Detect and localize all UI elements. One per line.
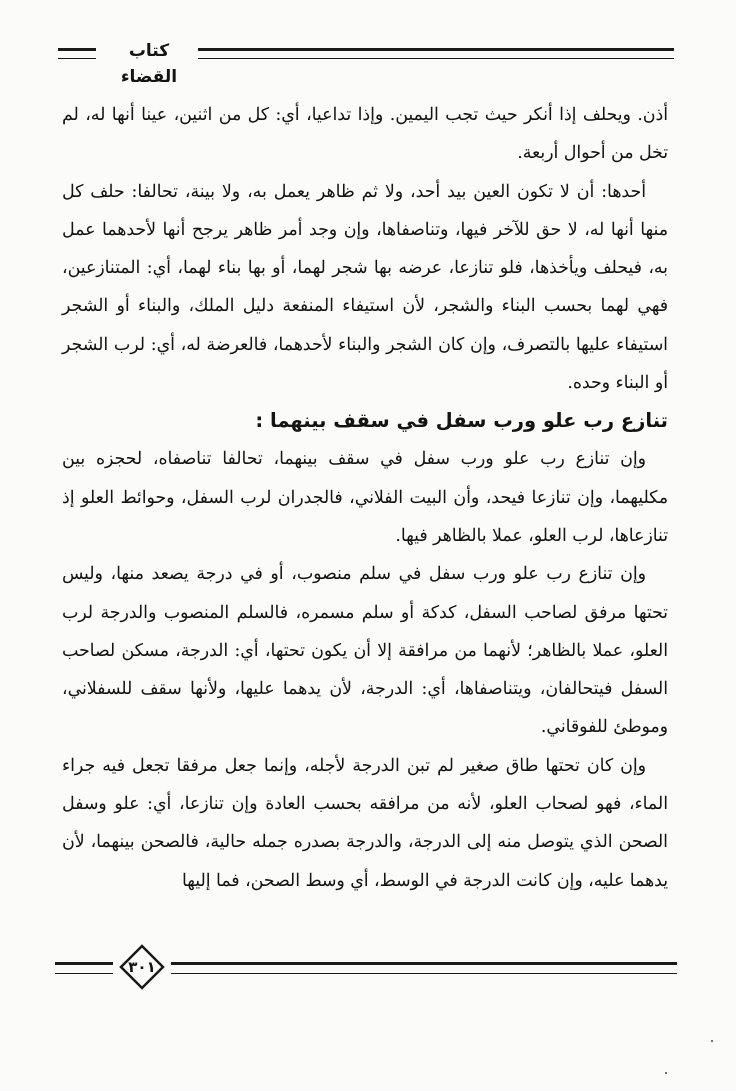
- header-rule-long: [198, 48, 674, 59]
- page-number: ٣٠١: [128, 958, 156, 976]
- running-title: كتاب القضاء: [120, 41, 178, 87]
- section-heading: تنازع رب علو ورب سفل في سقف بينهما :: [255, 409, 668, 433]
- paragraph-5: وإن كان تحتها طاق صغير لم تبن الدرجة لأجله، وإنما جعل مرفقا تجعل فيه جراء الماء، فهو لصحاب العلو، لأنه من مرافقه بحسب العادة وإن تنازعا، أي: علو وسفل الصحن الذي يتوصل منه إلى الدرجة، والدرجة بصدره جمله حالية، فالصحن بينهما، لأن يدهما عليه، وإن كانت الدرجة في الوسط، أي وسط الصحن، فما إليها: [62, 755, 668, 891]
- page-body: [62, 96, 668, 900]
- footer-rule-left: [55, 962, 113, 974]
- footer-rule-right: [171, 962, 677, 974]
- page-footer: [55, 940, 677, 996]
- header-rule-short: [58, 48, 96, 59]
- scan-speck: [665, 1072, 667, 1074]
- paragraph-1: أذن. ويحلف إذا أنكر حيث تجب اليمين. وإذا تداعيا، أي: كل من اثنين، عينا أنها له، لم تخل من أحوال أربعة.: [62, 105, 668, 164]
- scan-speck: [711, 1040, 713, 1042]
- running-header: [58, 38, 674, 87]
- paragraph-4: وإن تنازع رب علو ورب سفل في سلم منصوب، أو في درجة يصعد منها، وليس تحتها مرفق لصاحب السفل، كدكة أو سلم مسمره، فالسلم المنصوب والدرجة لرب العلو، عملا بالظاهر؛ لأنهما من مرافقة إلا أن يكون تحتها، أي: الدرجة، مسكن لصاحب السفل فيتحالفان، ويتناصفاها، أي: الدرجة، لأن يدهما عليها، ولأنها سقف للسفلاني، وموطئ للفوقاني.: [62, 564, 668, 738]
- paragraph-2: أحدها: أن لا تكون العين بيد أحد، ولا ثم ظاهر يعمل به، ولا بينة، تحالفا: حلف كل منها أنها له، لا حق للآخر فيها، وتناصفاها، وإن وجد أمر ظاهر يرجح أنها لأحدهما عمل به، فيحلف ويأخذها، فلو تنازعا، عرضه بها شجر لهما، أو بها بناء لهما، أي: المتنازعين، فهي لهما بحسب البناء والشجر، لأن استيفاء المنفعة دليل الملك، والبناء أو الشجر استيفاء عليها بالتصرف، وإن كان الشجر والبناء لأحدهما، فالعرضة له، أي: لرب الشجر أو البناء وحده.: [62, 181, 668, 394]
- paragraph-3: وإن تنازع رب علو ورب سفل في سقف بينهما، تحالفا تناصفاه، لحجزه بين مكليهما، وإن تنازعا فيحد، وأن البيت الفلاني، فالجدران لرب السفل، وحوائط العلو إذ تنازعاها، لرب العلو، عملا بالظاهر فيها.: [62, 449, 668, 546]
